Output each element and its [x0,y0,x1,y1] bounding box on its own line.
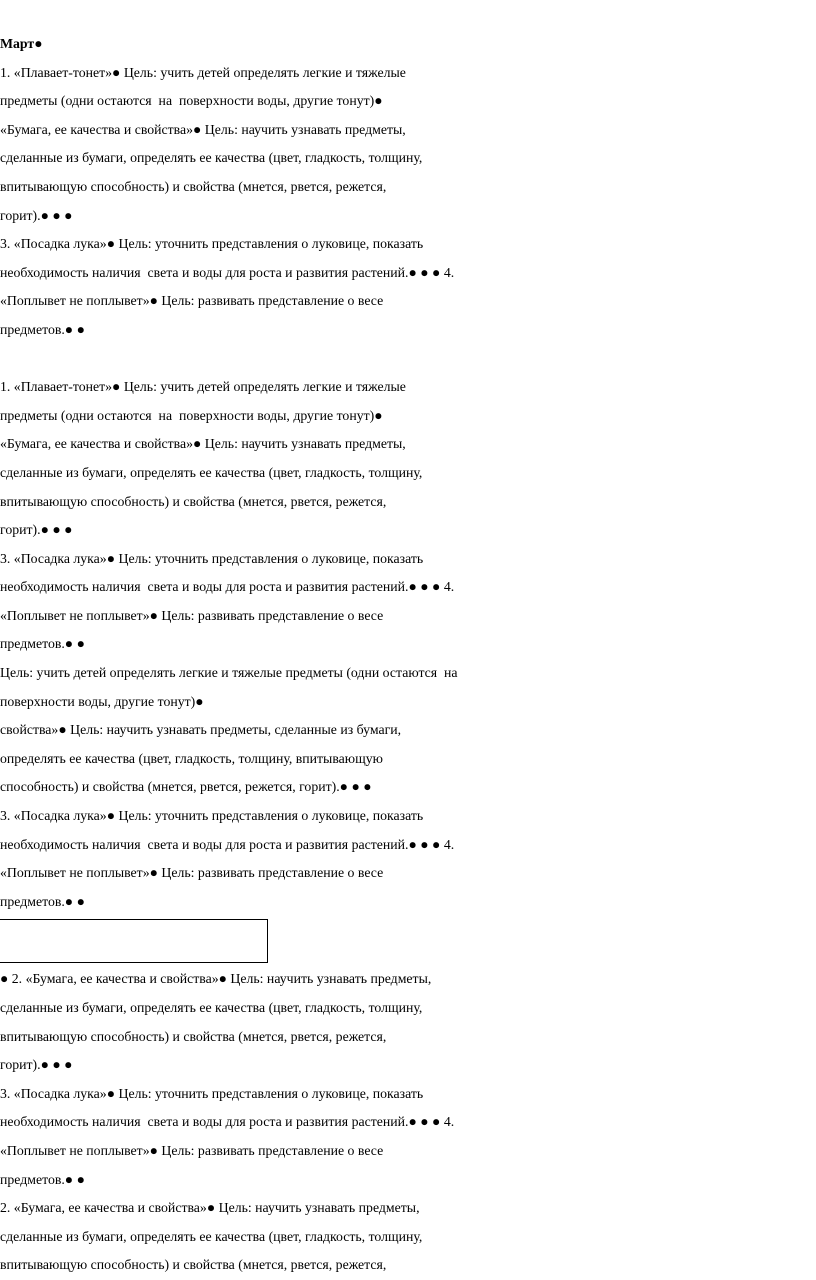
text-line: горит).● ● ● [0,1057,73,1073]
text-line: впитывающую способность) и свойства (мнется, рвется, режется, [0,1257,387,1273]
text-line: «Бумага, ее качества и свойства»● Цель: научить узнавать предметы, [0,121,406,137]
text-block-main [0,30,816,916]
text-line: 3. «Посадка лука»● Цель: уточнить представления о луковице, показать [0,550,424,566]
text-line: 2. «Бумага, ее качества и свойства»● Цель: научить узнавать предметы, [0,1200,420,1216]
text-line: сделанные из бумаги, определять ее качества (цвет, гладкость, толщину, [0,464,423,480]
text-line: впитывающую способность) и свойства (мнется, рвется, режется, [0,493,387,509]
text-line: «Бумага, ее качества и свойства»● Цель: научить узнавать предметы, [0,436,406,452]
text-line: предметов.● ● [0,893,85,909]
text-line: 3. «Посадка лука»● Цель: уточнить представления о луковице, показать [0,1085,424,1101]
document-page [0,30,816,1280]
text-line: предметы (одни остаются на поверхности воды, другие тонут)● [0,407,383,423]
text-line: ● 2. «Бумага, ее качества и свойства»● Цель: научить узнавать предметы, [0,971,432,987]
text-line: определять ее качества (цвет, гладкость, толщину, впитывающую [0,750,383,766]
text-line: сделанные из бумаги, определять ее качества (цвет, гладкость, толщину, [0,1000,423,1015]
text-line: горит).● ● ● [0,207,73,223]
text-line: 3. «Посадка лука»● Цель: уточнить представления о луковице, показать [0,236,424,252]
text-line: «Поплывет не поплывет»● Цель: развивать представление о весе [0,865,384,881]
text-line: сделанные из бумаги, определять ее качества (цвет, гладкость, толщину, [0,1228,423,1244]
text-line: «Поплывет не поплывет»● Цель: развивать представление о весе [0,607,384,623]
text-line: необходимость наличия света и воды для роста и развития растений.● ● ● 4. [0,836,455,852]
text-line: предметов.● ● [0,321,85,337]
text-line: «Поплывет не поплывет»● Цель: развивать представление о весе [0,293,384,309]
text-block-secondary [0,965,816,1280]
text-line: сделанные из бумаги, определять ее качества (цвет, гладкость, толщину, [0,150,423,166]
text-line: 1. «Плавает-тонет»● Цель: учить детей определять легкие и тяжелые [0,379,406,395]
text-line: необходимость наличия света и воды для роста и развития растений.● ● ● 4. [0,264,455,280]
heading-month: Март● [0,36,43,51]
empty-frame-box [0,919,268,963]
blank-line [0,345,816,374]
text-line: Цель: учить детей определять легкие и тяжелые предметы (одни остаются на [0,665,458,681]
text-line: предметов.● ● [0,636,85,652]
text-line: способность) и свойства (мнется, рвется, режется, горит).● ● ● [0,779,372,795]
text-line: горит).● ● ● [0,522,73,538]
text-line: предметов.● ● [0,1171,85,1187]
text-line: необходимость наличия света и воды для роста и развития растений.● ● ● 4. [0,1114,455,1130]
text-line: 3. «Посадка лука»● Цель: уточнить представления о луковице, показать [0,808,424,824]
text-line: свойства»● Цель: научить узнавать предметы, сделанные из бумаги, [0,722,402,738]
text-line: впитывающую способность) и свойства (мнется, рвется, режется, [0,1028,387,1044]
text-line: 1. «Плавает-тонет»● Цель: учить детей определять легкие и тяжелые [0,64,406,80]
text-line: необходимость наличия света и воды для роста и развития растений.● ● ● 4. [0,579,455,595]
text-line: «Поплывет не поплывет»● Цель: развивать представление о весе [0,1142,384,1158]
text-line: впитывающую способность) и свойства (мнется, рвется, режется, [0,178,387,194]
text-line: предметы (одни остаются на поверхности воды, другие тонут)● [0,93,383,109]
text-line: поверхности воды, другие тонут)● [0,693,204,709]
